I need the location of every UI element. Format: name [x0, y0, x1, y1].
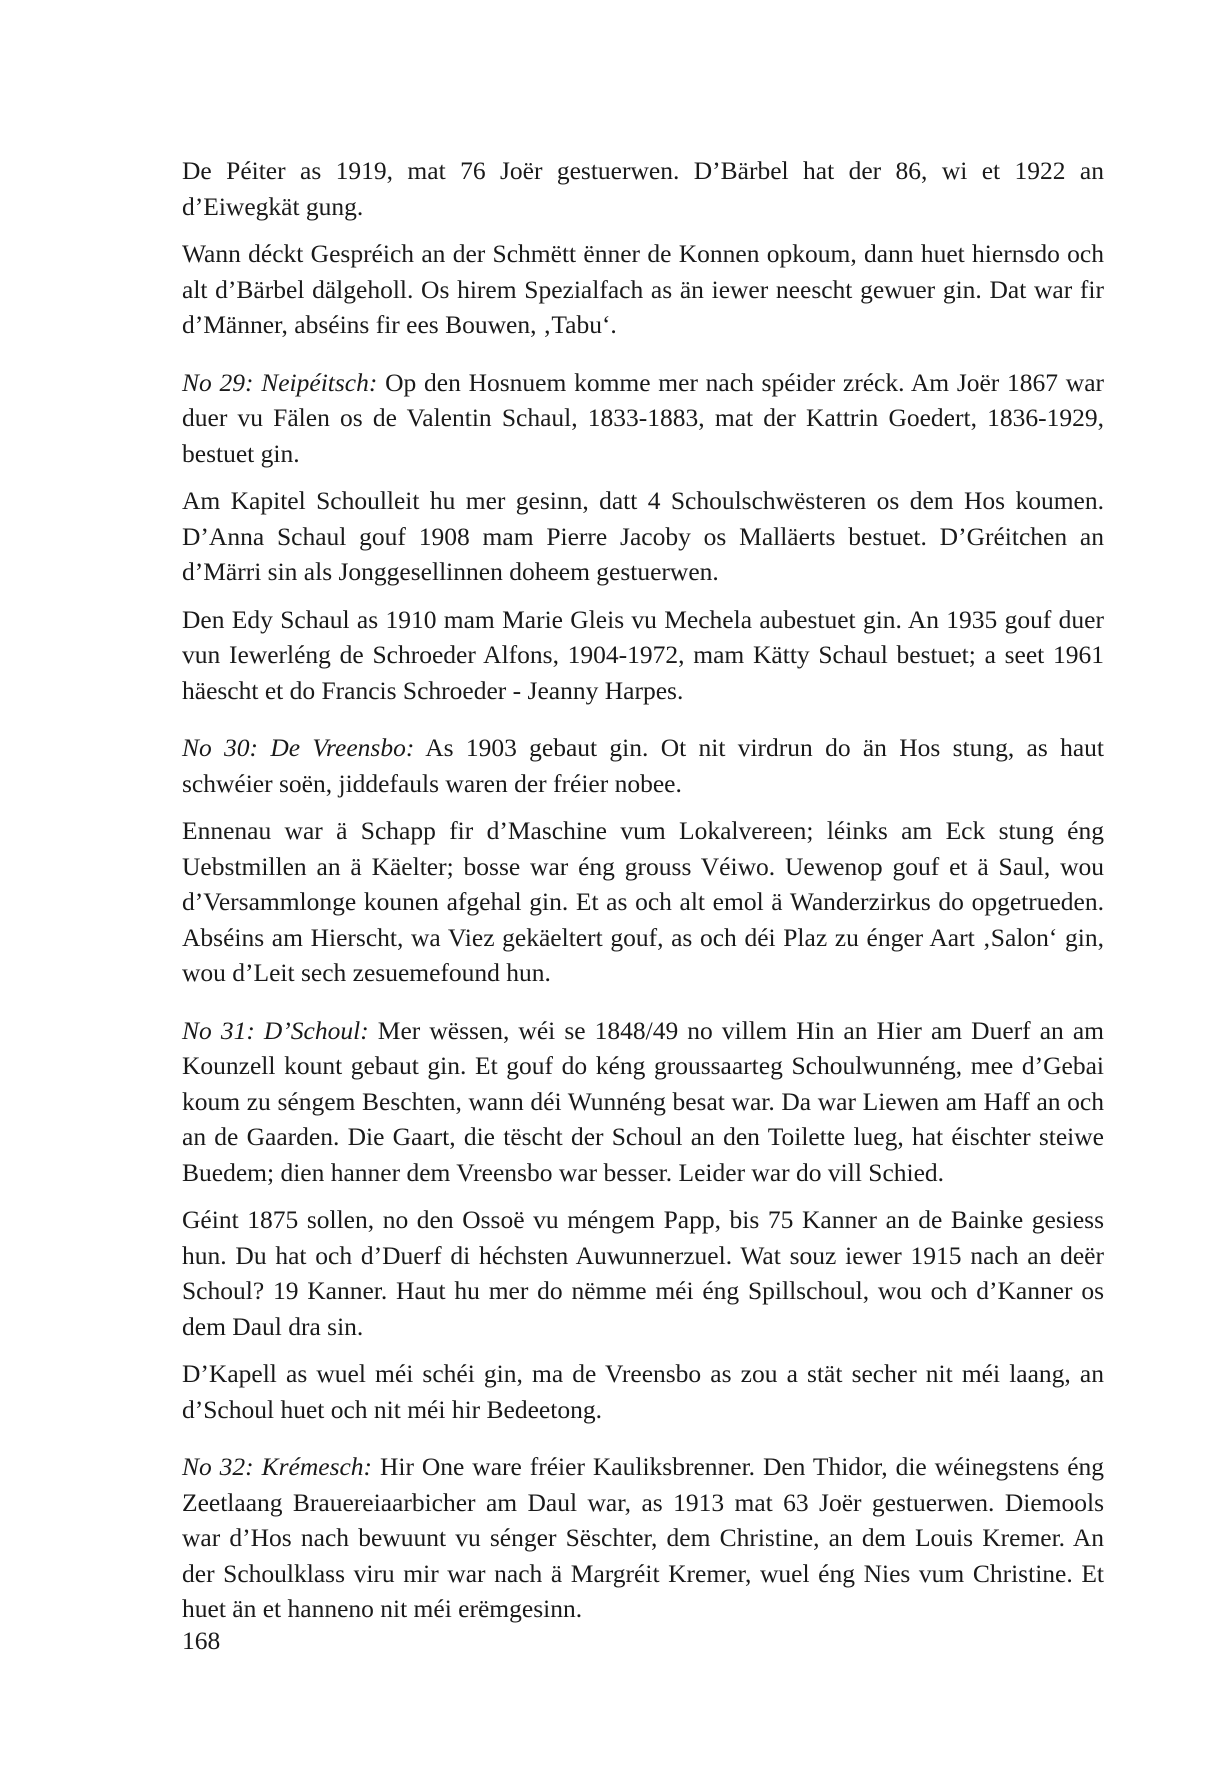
paragraph-text: Am Kapitel Schoulleit hu mer gesinn, datt 4 Schoulschwësteren os dem Hos koumen. D’Anna Schaul gouf 1908 mam Pierre Jacoby os Malläerts bestuet. D’Gréitchen an d’Märri sin als Jonggesellinnen doheem gestuerwen. [182, 486, 1104, 586]
paragraph-10 [182, 1356, 1104, 1427]
paragraph-5 [182, 602, 1104, 709]
paragraph-1 [182, 153, 1104, 224]
paragraph-text: Géint 1875 sollen, no den Ossoë vu méngem Papp, bis 75 Kanner an de Bainke gesiess hun. Du hat och d’Duerf di héchsten Auwunnerzuel. Wat souz iewer 1915 nach an deër Schoul? 19 Kanner. Haut hu mer do nëmme méi éng Spillschoul, wou och d’Kanner os dem Daul dra sin. [182, 1205, 1104, 1341]
paragraph-no-30 [182, 730, 1104, 801]
section-heading: No 32: Krémesch: [182, 1452, 373, 1481]
paragraph-no-32 [182, 1449, 1104, 1627]
paragraph-4 [182, 483, 1104, 590]
section-heading: No 31: D’Schoul: [182, 1015, 369, 1045]
paragraph-text: D’Kapell as wuel méi schéi gin, ma de Vreensbo as zou a stät secher nit méi laang, an d’Schoul huet och nit méi hir Bedeetong. [182, 1359, 1104, 1424]
paragraph-text: De Péiter as 1919, mat 76 Joër gestuerwen. D’Bärbel hat der 86, wi et 1922 an d’Eiwegkät gung. [182, 156, 1104, 221]
section-heading: No 29: Neipéitsch: [182, 367, 378, 397]
paragraph-2 [182, 236, 1104, 343]
paragraph-no-29 [182, 365, 1104, 472]
page-body [182, 153, 1104, 1639]
paragraph-9 [182, 1202, 1104, 1344]
paragraph-text: Ennenau war ä Schapp fir d’Maschine vum Lokalvereen; léinks am Eck stung éng Uebstmillen an ä Käelter; bosse war éng grouss Véiwo. Uewenop gouf et ä Saul, wou d’Versammlonge kounen afgehal gin. Et as och alt emol ä Wanderzirkus do opgetrueden. Abséins am Hierscht, wa Viez gekäeltert gouf, as och déi Plaz zu énger Aart ‚Salon‘ gin, wou d’Leit sech zesuemefound hun. [182, 816, 1104, 987]
page-number: 168 [182, 1626, 221, 1655]
paragraph-text: Wann déckt Gespréich an der Schmëtt ënner de Konnen opkoum, dann huet hiernsdo och alt d’Bärbel dälgeholl. Os hirem Spezialfach as än iewer neescht gewuer gin. Dat war fir d’Männer, abséins fir ees Bouwen, ‚Tabu‘. [182, 239, 1104, 339]
paragraph-no-31 [182, 1013, 1104, 1191]
paragraph-7 [182, 813, 1104, 991]
paragraph-text: Mer wëssen, wéi se 1848/49 no villem Hin an Hier am Duerf an am Kounzell kount gebaut gin. Et gouf do kéng groussaarteg Schoulwunnéng, mee d’Gebai koum zu séngem Beschten, wann déi Wunnéng besat war. Da war Liewen am Haff an och an de Gaarden. Die Gaart, die tëscht der Schoul an den Toilette lueg, hat éischter steiwe Buedem; dien hanner dem Vreensbo war besser. Leider war do vill Schied. [182, 1015, 1104, 1187]
paragraph-text: Op den Hosnuem komme mer nach spéider zréck. Am Joër 1867 war duer vu Fälen os de Valentin Schaul, 1833-1883, mat der Kattrin Goedert, 1836-1929, bestuet gin. [182, 367, 1105, 468]
paragraph-text: Hir One ware fréier Kauliksbrenner. Den Thidor, die wéinegstens éng Zeetlaang Brauereiaarbicher am Daul war, as 1913 mat 63 Joër gestuerwen. Diemools war d’Hos nach bewuunt vu sénger Sëschter, dem Christine, an dem Louis Kremer. An der Schoulklass viru mir war nach ä Margréit Kremer, wuel éng Nies vum Christine. Et huet än et hanneno nit méi erëmgesinn. [182, 1452, 1105, 1623]
section-heading: No 30: De Vreensbo: [182, 733, 415, 762]
paragraph-text: As 1903 gebaut gin. Ot nit virdrun do än Hos stung, as haut schwéier soën, jiddefauls waren der fréier nobee. [182, 733, 1104, 798]
paragraph-text: Den Edy Schaul as 1910 mam Marie Gleis vu Mechela aubestuet gin. An 1935 gouf duer vun Iewerléng de Schroeder Alfons, 1904-1972, mam Kätty Schaul bestuet; a seet 1961 häescht et do Francis Schroeder - Jeanny Harpes. [182, 604, 1104, 705]
